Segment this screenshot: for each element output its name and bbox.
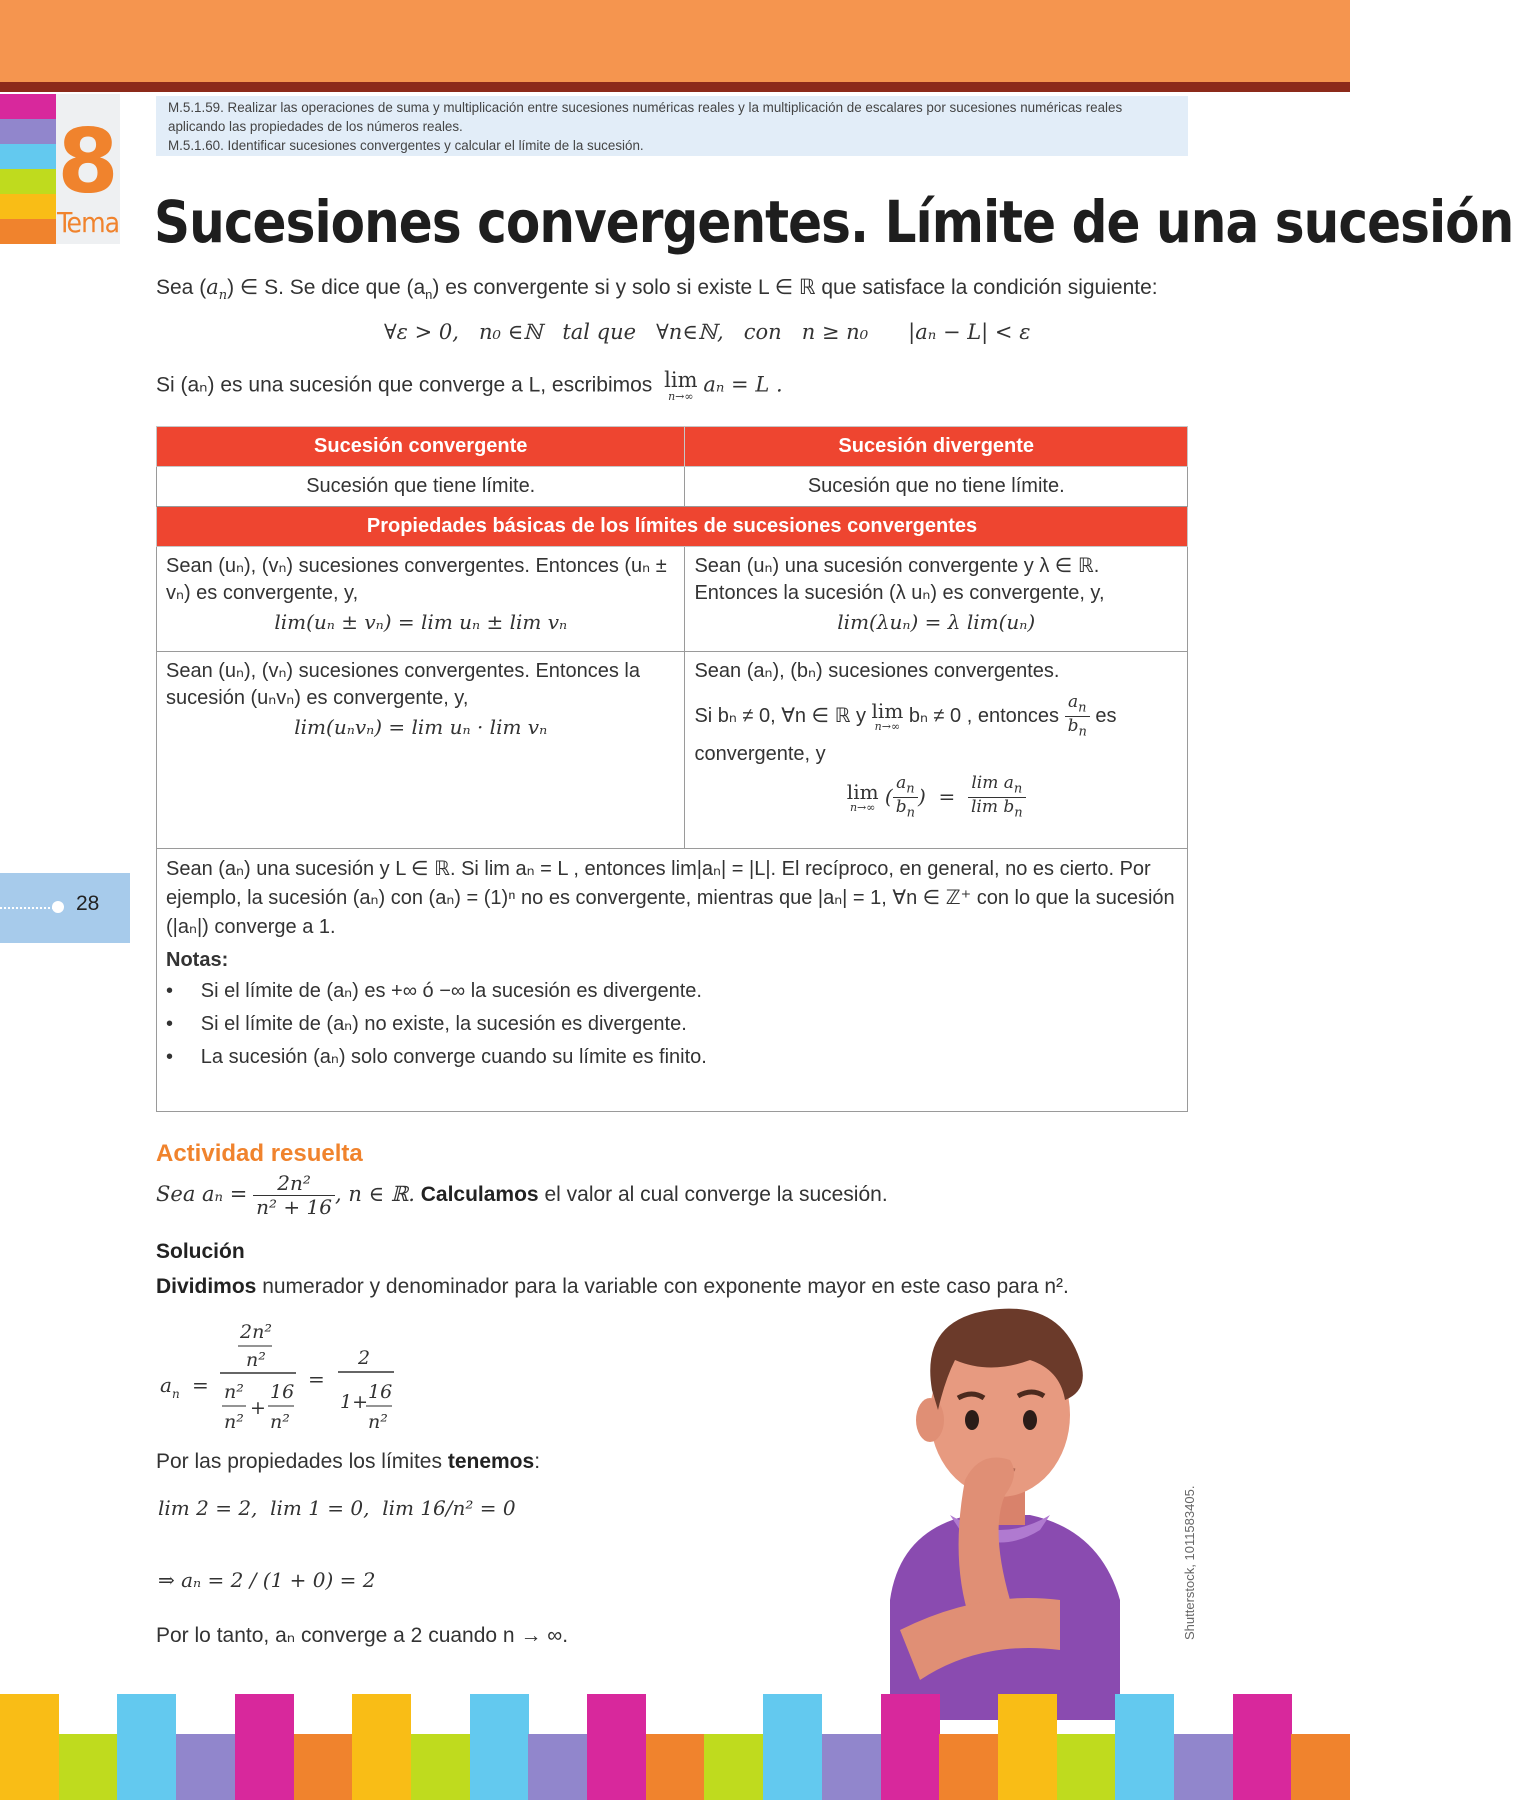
prop-scalar — [685, 547, 1188, 652]
page-dots — [0, 907, 58, 909]
prop-quotient-condition: Si bₙ ≠ 0, ∀n ∈ ℝ y lim n→∞ bₙ ≠ 0 , entonces $\frac{a_n}{b_n}$ es convergente, y — [694, 692, 1117, 765]
prop-product-formula: lim(uₙvₙ) = lim uₙ · lim vₙ — [294, 715, 548, 739]
properties-line: Por las propiedades los límites tenemos: — [156, 1450, 541, 1473]
skills-box — [156, 96, 1188, 156]
division-formula — [158, 1314, 418, 1453]
prop-sum — [157, 547, 685, 652]
bottom-bar — [822, 1734, 881, 1800]
svg-text:16: 16 — [270, 1381, 295, 1403]
bottom-bar — [1174, 1734, 1233, 1800]
bottom-bar — [587, 1694, 646, 1800]
svg-text:2n²: 2n² — [240, 1321, 272, 1343]
bottom-bar — [1233, 1694, 1292, 1800]
prop-product-text: Sean (uₙ), (vₙ) sucesiones convergentes. Entonces la sucesión (uₙvₙ) es convergente, y, — [166, 660, 640, 709]
bottom-bar — [1115, 1694, 1174, 1800]
prop-quotient-text: Sean (aₙ), (bₙ) sucesiones convergentes. — [694, 660, 1060, 682]
divide-line: Dividimos numerador y denominador para la variable con exponente mayor en este caso para n². — [156, 1275, 1069, 1298]
svg-text:n²: n² — [270, 1411, 290, 1433]
svg-text:1+: 1+ — [340, 1391, 369, 1413]
convergence-condition: ∀ε > 0, n₀ ∈ℕ tal que ∀n∈ℕ, con n ≥ n₀ |aₙ − L| < ε — [384, 320, 1031, 344]
svg-text:=: = — [192, 1373, 209, 1397]
bottom-bar — [294, 1734, 353, 1800]
top-divider — [0, 82, 1350, 92]
activity-statement: Sea aₙ = $\frac{\text{2n²}}{\text{n² + 16}}$ , n ∈ ℝ. Calculamos el valor al cual converge la sucesión. — [156, 1171, 888, 1219]
bottom-bar — [235, 1694, 294, 1800]
svg-text:n: n — [172, 1387, 180, 1401]
bottom-bar — [352, 1694, 411, 1800]
note-item-1: • Si el límite de (aₙ) es +∞ ó −∞ la sucesión es divergente. — [166, 980, 702, 1002]
prop-scalar-formula: lim(λuₙ) = λ lim(uₙ) — [837, 610, 1036, 634]
prop-sum-text: Sean (uₙ), (vₙ) sucesiones convergentes. Entonces (uₙ ± vₙ) es convergente, y, — [166, 555, 667, 604]
bottom-bar — [939, 1734, 998, 1800]
bottom-bar — [470, 1694, 529, 1800]
properties-table — [156, 426, 1188, 1112]
note-item-3: • La sucesión (aₙ) solo converge cuando su límite es finito. — [166, 1046, 707, 1068]
svg-text:=: = — [308, 1367, 325, 1391]
prop-sum-formula: lim(uₙ ± vₙ) = lim uₙ ± lim vₙ — [274, 610, 568, 634]
svg-text:a: a — [160, 1373, 172, 1397]
stripe-magenta — [0, 94, 56, 119]
tema-number: 8 — [57, 110, 119, 213]
division-formula-svg — [158, 1314, 418, 1448]
desc-divergent: Sucesión que no tiene límite. — [685, 467, 1188, 507]
thinking-boy-illustration — [860, 1300, 1140, 1720]
svg-text:+: + — [250, 1397, 266, 1419]
props-head: Propiedades básicas de los límites de sucesiones convergentes — [157, 507, 1188, 547]
bottom-bar — [0, 1694, 59, 1800]
svg-text:n²: n² — [224, 1411, 244, 1433]
bottom-bar — [59, 1734, 118, 1800]
conclusion-line: Por lo tanto, aₙ converge a 2 cuando n → ∞. — [156, 1624, 569, 1647]
prop-quotient — [685, 652, 1188, 849]
tema-label: Tema — [56, 206, 120, 239]
page-title: Sucesiones convergentes. Límite de una sucesión — [154, 188, 1513, 256]
bottom-bar — [1291, 1734, 1350, 1800]
top-band — [0, 0, 1350, 82]
activity-title: Actividad resuelta — [156, 1140, 363, 1167]
prop-scalar-text: Sean (uₙ) una sucesión convergente y λ ∈ ℝ. Entonces la sucesión (λ uₙ) es convergente, y, — [694, 555, 1105, 604]
desc-convergent: Sucesión que tiene límite. — [157, 467, 685, 507]
prop-quotient-formula: lim n→∞ ( $\frac{a_n}{b_n}$ ) = $\frac{\lim a_n}{\lim b_n}$ — [694, 774, 1178, 822]
prop-product — [157, 652, 685, 849]
prop-absolute — [157, 849, 1188, 1112]
skill-1: M.5.1.59. Realizar las operaciones de suma y multiplicación entre sucesiones numéricas reales y la multiplicación de escalares por sucesiones numéricas reales aplicando las propiedades de los números reales. — [168, 100, 1123, 134]
bottom-bar — [528, 1734, 587, 1800]
svg-text:2: 2 — [358, 1347, 371, 1369]
svg-text:16: 16 — [368, 1381, 393, 1403]
page-number: 28 — [76, 892, 100, 915]
bottom-bar — [646, 1734, 705, 1800]
skill-2: M.5.1.60. Identificar sucesiones convergentes y calcular el límite de la sucesión. — [168, 138, 644, 153]
page-dot — [52, 901, 64, 913]
bottom-bar — [704, 1734, 763, 1800]
bottom-bar — [881, 1694, 940, 1800]
bottom-bar — [763, 1694, 822, 1800]
stripe-lime — [0, 169, 56, 194]
limit-notation-line: Si (aₙ) es una sucesión que converge a L, escribimos lim n→∞ aₙ = L . — [156, 368, 783, 403]
notes-title: Notas: — [166, 949, 229, 971]
implies-line: ⇒ aₙ = 2 / (1 + 0) = 2 — [158, 1568, 376, 1592]
bottom-bar — [176, 1734, 235, 1800]
svg-text:n²: n² — [224, 1381, 244, 1403]
svg-text:n²: n² — [246, 1349, 266, 1371]
bottom-bar — [998, 1694, 1057, 1800]
stripe-yellow — [0, 194, 56, 219]
svg-text:n²: n² — [368, 1411, 388, 1433]
prop-absolute-text: Sean (aₙ) una sucesión y L ∈ ℝ. Si lim aₙ = L , entonces lim|aₙ| = |L|. El recíproco, en general, no es cierto. Por ejemplo, la sucesión (aₙ) con (aₙ) = (1)ⁿ no es convergente, mientras que |aₙ| = 1, ∀n ∈ ℤ⁺ con lo que la sucesión (|aₙ|) converge a 1. — [166, 858, 1175, 938]
solution-title: Solución — [156, 1240, 245, 1263]
limits-line: lim 2 = 2, lim 1 = 0, lim 16/n² = 0 — [158, 1496, 516, 1520]
stripe-cyan — [0, 144, 56, 169]
photo-credit: Shutterstock, 1011583405. — [1182, 1485, 1197, 1640]
col-head-convergent: Sucesión convergente — [157, 427, 685, 467]
definition-line: Sea $(a_n)$ ∈ S. Se dice que $(a_n)$ es convergente si y solo si existe L ∈ ℝ que satisface la condición siguiente: — [156, 275, 1158, 304]
bottom-bar — [1057, 1734, 1116, 1800]
bottom-bar — [411, 1734, 470, 1800]
col-head-divergent: Sucesión divergente — [685, 427, 1188, 467]
stripe-orange — [0, 219, 56, 244]
note-item-2: • Si el límite de (aₙ) no existe, la sucesión es divergente. — [166, 1013, 687, 1035]
stripe-purple — [0, 119, 56, 144]
bottom-bar — [117, 1694, 176, 1800]
